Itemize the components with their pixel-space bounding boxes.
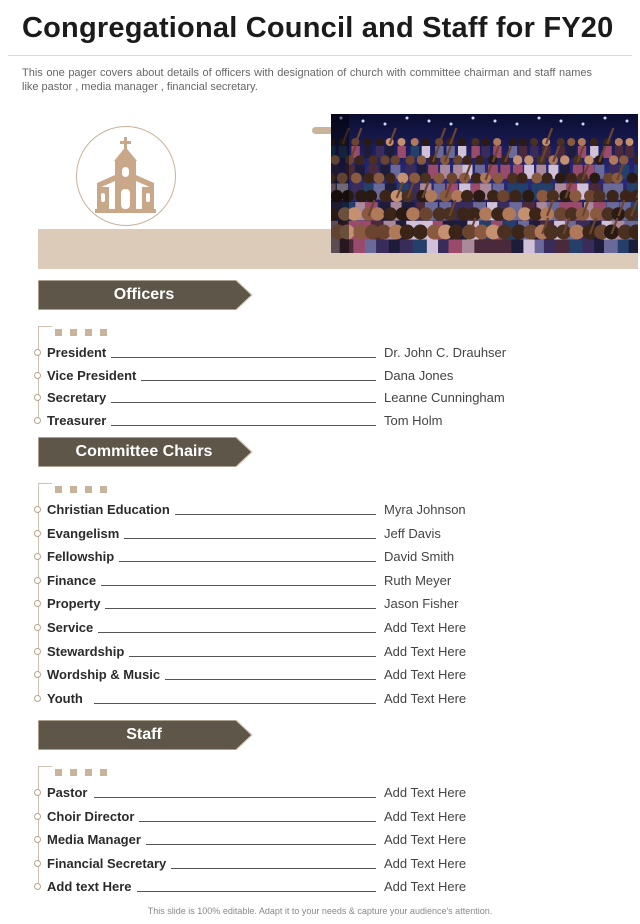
role-label: Evangelism [47, 525, 124, 543]
list-item [34, 619, 614, 637]
role-label: Property [47, 595, 105, 613]
holder-name: Add Text Here [384, 785, 467, 800]
list-item [34, 855, 614, 873]
holder-name: Add Text Here [384, 643, 467, 659]
title-divider [8, 55, 632, 56]
role-label: Add text Here [47, 878, 137, 896]
holder-name: Add Text Here [384, 879, 467, 895]
timeline-node [34, 349, 41, 356]
leader-line [94, 425, 376, 426]
church-badge [76, 126, 176, 226]
role-label: Financial Secretary [47, 855, 171, 873]
section-title: Staff [126, 726, 162, 743]
role-label: Media Manager [47, 831, 146, 849]
leader-line [94, 608, 376, 609]
congregation-photo [331, 114, 638, 253]
leader-line [94, 632, 376, 633]
leader-line [94, 538, 376, 539]
timeline-node [34, 417, 41, 424]
list-item [34, 412, 614, 430]
role-label: President [47, 344, 111, 362]
timeline-node [34, 860, 41, 867]
leader-line [94, 797, 376, 798]
decorative-dots [55, 480, 115, 487]
list-item [34, 525, 614, 543]
holder-name: Leanne Cunningham [384, 390, 505, 406]
list-item [34, 808, 614, 826]
role-label: Choir Director [47, 808, 139, 826]
timeline-cap [38, 766, 52, 767]
section-banner-0 [38, 280, 254, 310]
holder-name: Jason Fisher [384, 596, 459, 612]
church-icon [95, 137, 157, 217]
section-banner-2 [38, 720, 254, 750]
holder-name: Add Text Here [384, 620, 467, 635]
list-item [34, 572, 614, 590]
timeline-node [34, 530, 41, 537]
timeline-node [34, 671, 41, 678]
list-item [34, 344, 614, 362]
leader-line [94, 357, 376, 358]
decorative-dots [55, 323, 115, 330]
role-label: Secretary [47, 389, 111, 407]
holder-name: Jeff Davis [384, 525, 441, 541]
list-item [34, 878, 614, 896]
holder-name: Dana Jones [384, 367, 454, 383]
list-item [34, 643, 614, 661]
section-title: Committee Chairs [75, 443, 213, 460]
holder-name: Myra Johnson [384, 502, 466, 517]
list-item [34, 367, 614, 385]
list-item [34, 784, 614, 802]
role-label: Treasurer [47, 412, 111, 430]
role-label: Vice President [47, 367, 141, 385]
holder-name: Dr. John C. Drauhser [384, 345, 507, 360]
role-label: Service [47, 619, 98, 637]
role-label: Fellowship [47, 548, 119, 566]
holder-name: Ruth Meyer [384, 572, 452, 588]
list-item [34, 389, 614, 407]
holder-name: Add Text Here [384, 855, 467, 871]
holder-name: Add Text Here [384, 690, 467, 706]
timeline-node [34, 813, 41, 820]
list-item [34, 690, 614, 708]
list-item [34, 501, 614, 519]
timeline-node [34, 648, 41, 655]
footer-note: This slide is 100% editable. Adapt it to your needs & capture your audience's attention. [147, 906, 493, 916]
section-title: Officers [113, 286, 175, 303]
timeline-cap [38, 483, 52, 484]
timeline-node [34, 600, 41, 607]
timeline-node [34, 372, 41, 379]
role-label: Wordship & Music [47, 666, 165, 684]
role-label: Youth [47, 690, 88, 708]
leader-line [94, 703, 376, 704]
list-item [34, 548, 614, 566]
list-item [34, 666, 614, 684]
timeline-node [34, 506, 41, 513]
leader-line [94, 402, 376, 403]
holder-name: Add Text Here [384, 808, 467, 824]
leader-line [94, 585, 376, 586]
timeline-node [34, 883, 41, 890]
page-title: Congregational Council and Staff for FY20 [22, 12, 614, 44]
holder-name: Tom Holm [384, 412, 443, 428]
list-item [34, 831, 614, 849]
list-item [34, 595, 614, 613]
holder-name: Add Text Here [384, 832, 467, 848]
leader-line [94, 561, 376, 562]
timeline-node [34, 695, 41, 702]
intro-text: This one pager covers about details of officers with designation of church with committee chairman and staff names like pastor , media manager , financial secretary. [22, 67, 592, 93]
timeline-cap [38, 326, 52, 327]
timeline-node [34, 789, 41, 796]
timeline-node [34, 577, 41, 584]
timeline-node [34, 553, 41, 560]
leader-line [94, 656, 376, 657]
role-label: Stewardship [47, 643, 129, 661]
timeline-node [34, 394, 41, 401]
holder-name: Add Text Here [384, 667, 467, 683]
role-label: Pastor [47, 784, 92, 802]
role-label: Christian Education [47, 501, 175, 519]
decorative-dots [55, 763, 115, 770]
timeline-node [34, 836, 41, 843]
role-label: Finance [47, 572, 101, 590]
section-banner-1 [38, 437, 254, 467]
holder-name: David Smith [384, 549, 455, 565]
timeline-node [34, 624, 41, 631]
